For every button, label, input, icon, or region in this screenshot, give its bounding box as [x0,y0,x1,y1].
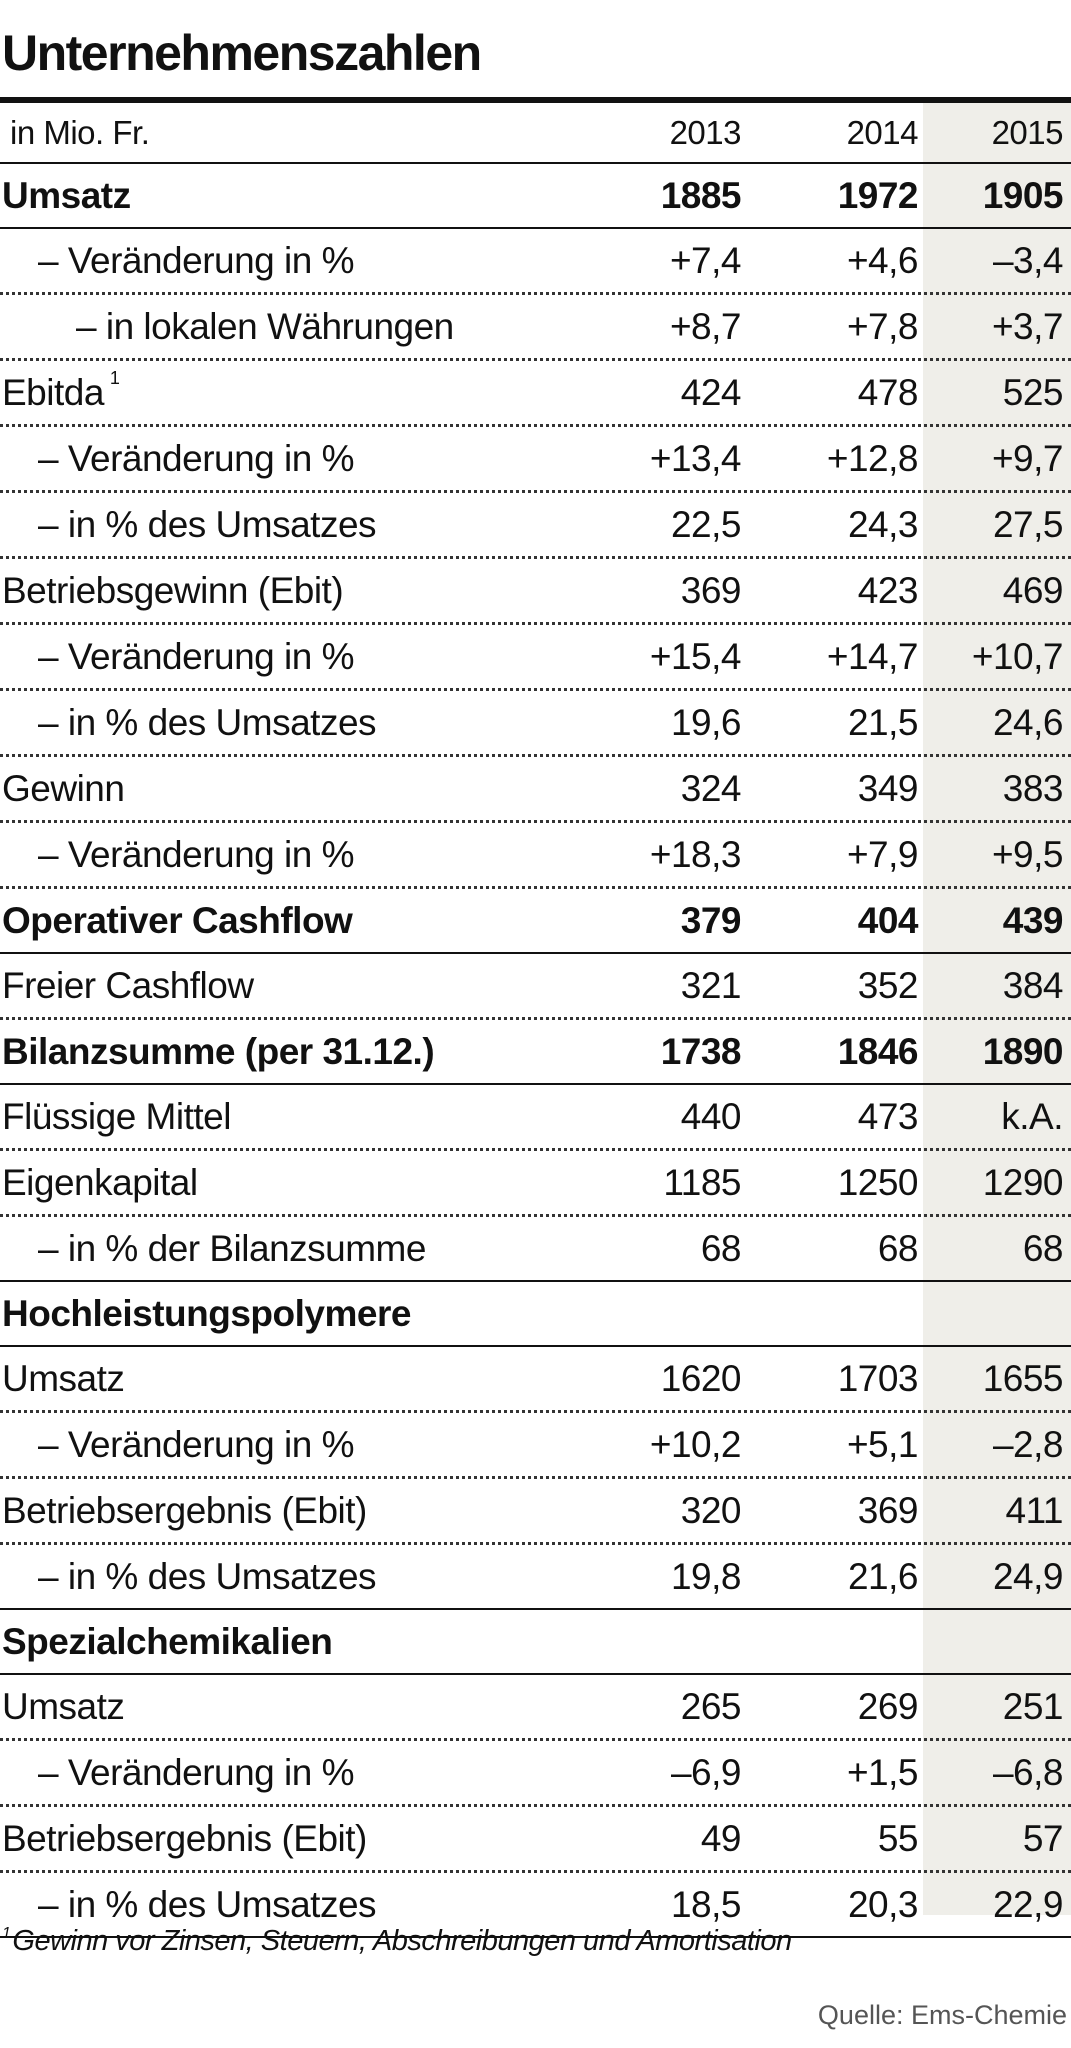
row-label [2,1085,231,1148]
value-cell: +10,7 [971,635,1063,677]
value-cell: 22,9 [992,1883,1063,1925]
unit-label: in Mio. Fr. [10,113,150,151]
table-row [0,427,1071,493]
row-label [38,1413,354,1476]
row-label-text: Betriebsgewinn (Ebit) [2,569,344,611]
table-row [0,823,1071,889]
row-label-text: – in % der Bilanzsumme [38,1227,426,1269]
value-cell: +13,4 [649,437,741,479]
row-label-text: Umsatz [2,174,131,216]
value-cell: 19,8 [670,1555,741,1597]
value-cell: 68 [700,1227,741,1269]
row-label-text: Gewinn [2,767,125,809]
value-cell: 352 [857,964,918,1006]
row-label-text: Spezialchemikalien [2,1620,333,1662]
row-label [2,757,124,820]
row-label [2,559,343,622]
value-cell: 18,5 [670,1883,741,1925]
value-cell: +10,2 [649,1423,741,1465]
table-header-row [0,103,1071,164]
value-cell: +7,9 [846,833,918,875]
table-row [0,559,1071,625]
value-cell: 22,5 [670,503,741,545]
value-cell: 49 [700,1817,741,1859]
row-label-text: Operativer Cashflow [2,899,353,941]
value-cell: –3,4 [992,239,1063,281]
row-label [38,427,354,490]
table-row [0,1151,1071,1217]
value-cell: 21,5 [847,701,918,743]
value-cell: 1185 [663,1161,741,1203]
value-cell: 439 [1002,899,1063,941]
row-label [2,1347,124,1410]
row-label [76,295,454,358]
table-row [0,757,1071,823]
value-cell: 55 [877,1817,918,1859]
row-label [38,823,354,886]
value-cell: –2,8 [992,1423,1063,1465]
row-label [2,1151,198,1214]
value-cell: +7,8 [846,305,918,347]
row-label-text: – in % des Umsatzes [38,701,377,743]
table-row [0,1020,1071,1085]
year-header: 2015 [991,113,1063,151]
table-row [0,1675,1071,1741]
row-label [2,361,119,424]
footnote [2,1925,792,1958]
row-label-text: – Veränderung in % [38,833,355,875]
row-label-text: – Veränderung in % [38,437,355,479]
table-row [0,1741,1071,1807]
value-cell: 20,3 [847,1883,918,1925]
value-cell: +9,7 [991,437,1063,479]
value-cell: 1655 [982,1357,1063,1399]
row-label [2,1479,367,1542]
value-cell: 57 [1022,1817,1063,1859]
table-row [0,625,1071,691]
table-row [0,1807,1071,1873]
value-cell: 478 [857,371,918,413]
section-header-row [0,1610,1071,1675]
row-label-text: Betriebsergebnis (Ebit) [2,1817,367,1859]
value-cell: 19,6 [670,701,741,743]
value-cell: +4,6 [846,239,918,281]
value-cell: –6,8 [992,1751,1063,1793]
value-cell: 424 [680,371,741,413]
value-cell: 469 [1002,569,1063,611]
footnote-reference: 1 [109,368,120,388]
value-cell: 473 [857,1095,918,1137]
row-label-text: Ebitda [2,371,104,413]
row-label [38,1217,426,1280]
value-cell: 1620 [660,1357,741,1399]
row-label [38,625,354,688]
row-label-text: Freier Cashflow [2,964,254,1006]
section-title [2,1282,411,1345]
value-cell: 24,3 [847,503,918,545]
value-cell: 321 [680,964,741,1006]
row-label-text: – in % des Umsatzes [38,1555,377,1597]
table-row [0,691,1071,757]
value-cell: 1250 [837,1161,918,1203]
value-cell: 384 [1002,964,1063,1006]
value-cell: k.A. [1001,1095,1063,1137]
value-cell: +18,3 [649,833,741,875]
table-row [0,295,1071,361]
table-row [0,164,1071,229]
value-cell: +7,4 [669,239,741,281]
row-label [2,1675,124,1738]
table-row [0,1545,1071,1610]
row-label-text: – Veränderung in % [38,239,355,281]
row-label-text: – in lokalen Währungen [76,305,454,347]
table-row [0,493,1071,559]
value-cell: 525 [1002,371,1063,413]
footnote-mark: 1 [2,1925,11,1942]
row-label-text: Hochleistungspolymere [2,1292,411,1334]
value-cell: 1846 [837,1030,918,1072]
value-cell: 1890 [982,1030,1063,1072]
value-cell: +9,5 [991,833,1063,875]
row-label-text: Umsatz [2,1357,125,1399]
table-row [0,954,1071,1020]
value-cell: +1,5 [846,1751,918,1793]
table-row [0,1347,1071,1413]
table-row [0,361,1071,427]
year-header: 2013 [669,113,741,151]
row-label-text: – in % des Umsatzes [38,1883,377,1925]
value-cell: 1972 [837,174,918,216]
value-cell: 369 [680,569,741,611]
value-cell: 27,5 [992,503,1063,545]
row-label-text: Umsatz [2,1685,125,1727]
value-cell: 1703 [837,1357,918,1399]
value-cell: 251 [1002,1685,1063,1727]
value-cell: 1290 [982,1161,1063,1203]
section-header-row [0,1282,1071,1347]
row-label [2,889,352,952]
table-body [0,164,1071,1938]
row-label [2,1807,367,1870]
value-cell: +5,1 [846,1423,918,1465]
row-label [38,1741,354,1804]
table-row [0,889,1071,954]
table-row [0,229,1071,295]
page-title: Unternehmenszahlen [2,25,481,81]
value-cell: 411 [1005,1489,1063,1531]
row-label [38,229,354,292]
value-cell: +8,7 [669,305,741,347]
table-row [0,1413,1071,1479]
value-cell: 383 [1002,767,1063,809]
value-cell: +14,7 [826,635,918,677]
section-title [2,1610,332,1673]
row-label [2,954,254,1017]
year-header: 2014 [846,113,918,151]
value-cell: 349 [857,767,918,809]
value-cell: +3,7 [991,305,1063,347]
value-cell: 379 [680,899,741,941]
value-cell: 324 [680,767,741,809]
row-label [38,691,376,754]
value-cell: 68 [1022,1227,1063,1269]
row-label-text: Bilanzsumme (per 31.12.) [2,1030,435,1072]
value-cell: 68 [877,1227,918,1269]
value-cell: –6,9 [670,1751,741,1793]
value-cell: 1905 [982,174,1063,216]
footnote-text: Gewinn vor Zinsen, Steuern, Abschreibungen und Amortisation [12,1925,792,1957]
row-label-text: – Veränderung in % [38,1423,355,1465]
row-label [2,1020,434,1083]
value-cell: 423 [857,569,918,611]
table-row [0,1217,1071,1282]
row-label-text: – Veränderung in % [38,1751,355,1793]
value-cell: 21,6 [847,1555,918,1597]
value-cell: 24,9 [992,1555,1063,1597]
value-cell: 1738 [660,1030,741,1072]
value-cell: 265 [680,1685,741,1727]
value-cell: +12,8 [826,437,918,479]
row-label-text: Eigenkapital [2,1161,198,1203]
row-label-text: Betriebsergebnis (Ebit) [2,1489,367,1531]
value-cell: 404 [857,899,918,941]
row-label [2,164,131,227]
value-cell: 440 [680,1095,741,1137]
value-cell: +15,4 [649,635,741,677]
row-label-text: – in % des Umsatzes [38,503,377,545]
value-cell: 24,6 [992,701,1063,743]
value-cell: 269 [857,1685,918,1727]
value-cell: 369 [857,1489,918,1531]
row-label [38,493,376,556]
source-note: Quelle: Ems-Chemie [817,2000,1067,2030]
financial-table [0,103,1071,1938]
row-label [38,1545,376,1608]
row-label-text: Flüssige Mittel [2,1095,231,1137]
value-cell: 1885 [660,174,741,216]
row-label-text: – Veränderung in % [38,635,355,677]
table-row [0,1479,1071,1545]
value-cell: 320 [680,1489,741,1531]
table-row [0,1085,1071,1151]
